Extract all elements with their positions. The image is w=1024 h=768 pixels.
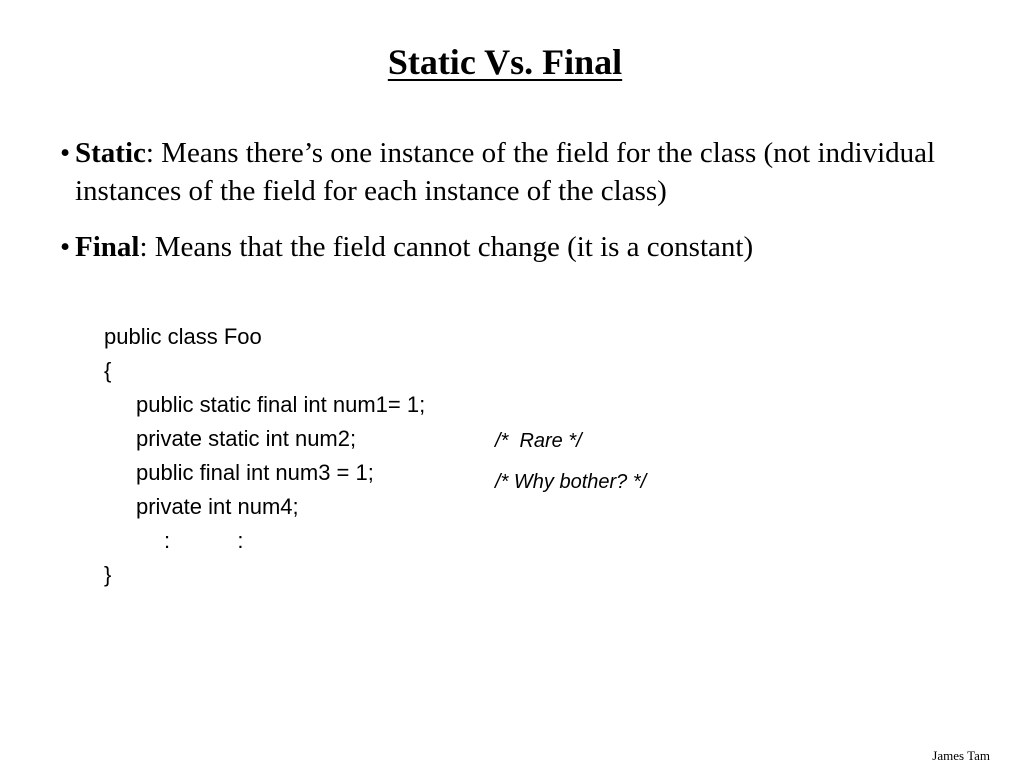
slide-title: Static Vs. Final xyxy=(387,42,623,82)
footer-author: James Tam xyxy=(932,748,990,763)
bullet-marker: • xyxy=(60,137,71,169)
code-line-num1: public static final int num1= 1; xyxy=(136,392,426,417)
code-line-ellipsis: : : xyxy=(164,528,244,553)
bullet-final xyxy=(60,228,960,266)
code-line-num2: private static int num2; xyxy=(136,426,357,451)
bullet-final-definition: : Means that the field cannot change (it is a constant) xyxy=(139,231,754,263)
bullet-static-definition: : Means there’s one instance of the field for the class (not individual instances of the field for each instance of the class) xyxy=(75,137,936,207)
code-line-open-brace: { xyxy=(104,358,112,383)
code-line-class-declaration: public class Foo xyxy=(104,324,262,349)
comment-rare: /* Rare */ xyxy=(495,430,582,452)
code-line-close-brace: } xyxy=(104,562,112,587)
bullet-static xyxy=(60,134,960,210)
bullet-final-term: Final xyxy=(75,231,140,263)
bullet-marker: • xyxy=(60,231,71,263)
comment-why-bother: /* Why bother? */ xyxy=(495,471,647,493)
code-line-num4: private int num4; xyxy=(136,494,299,519)
bullet-final-text xyxy=(75,228,960,266)
bullet-static-term: Static xyxy=(75,137,146,169)
bullet-static-text xyxy=(75,134,960,210)
code-line-num3: public final int num3 = 1; xyxy=(136,460,374,485)
